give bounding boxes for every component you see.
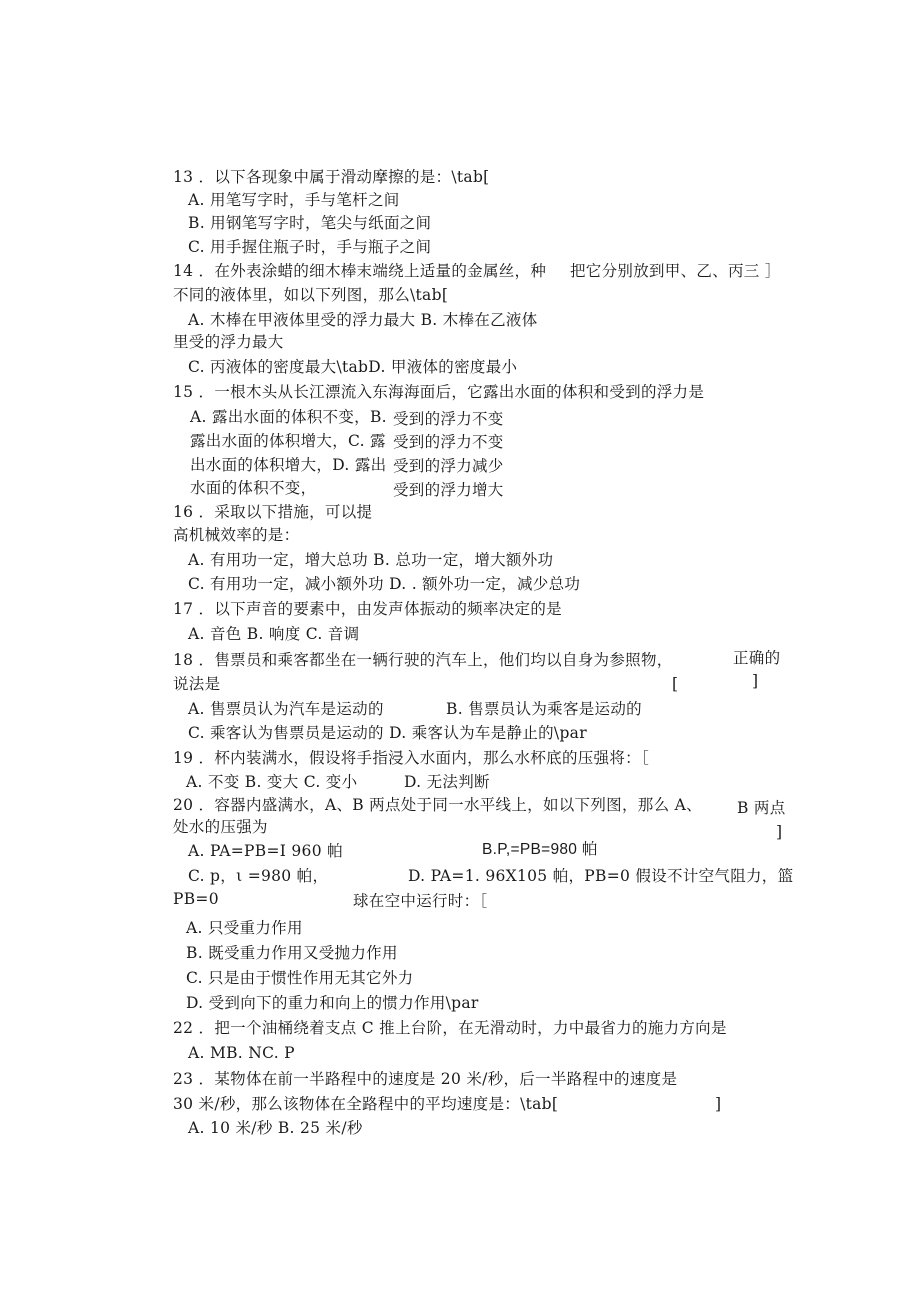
q15-left-line2: 露出水面的体积增大，C. 露 — [190, 432, 386, 450]
q18-option-a: A. 售票员认为汽车是运动的 — [188, 700, 384, 718]
q18-stem-line1-tail: 正确的 — [733, 649, 781, 667]
q16-stem-line2: 高机械效率的是： — [173, 526, 300, 544]
q20-bracket-right: ] — [776, 823, 783, 841]
q21-option-a: A. 只受重力作用 — [186, 919, 303, 937]
q18-options-cd: C. 乘客认为售票员是运动的 D. 乘客认为车是静止的\par — [188, 724, 587, 742]
q21-stem: 球在空中运行时：［ — [353, 892, 488, 910]
q15-stem: 15 ．一根木头从长江漂流入东海海面后，它露出水面的体积和受到的浮力是 — [173, 383, 705, 401]
q23-options: A. 10 米/秒 B. 25 米/秒 — [188, 1119, 363, 1137]
q13-stem: 13 ．以下各现象中属于滑动摩擦的是：\tab[ — [173, 168, 490, 186]
q15-right-line1: 受到的浮力不变 — [393, 410, 504, 428]
q21-option-b: B. 既受重力作用又受抛力作用 — [186, 944, 398, 962]
q18-stem-line2: 说法是 — [173, 675, 221, 693]
q18-bracket-left: [ — [672, 675, 679, 693]
q20-option-d: D. PA=1. 96X105 帕，PB=0 假设不计空气阻力，篮 — [408, 867, 794, 885]
q19-stem: 19 ．杯内装满水，假设将手指浸入水面内，那么水杯底的压强将：［ — [173, 749, 650, 767]
q18-bracket-right: ] — [752, 672, 759, 690]
q20-stem-line1-tail: B 两点 — [737, 799, 786, 817]
q16-options-cd: C. 有用功一定，减小额外功 D. . 额外功一定，减少总功 — [188, 575, 581, 593]
q22-options: A. MB. NC. P — [188, 1044, 295, 1062]
q15-left-line4: 水面的体积不变， — [190, 479, 317, 497]
q15-right-line2: 受到的浮力不变 — [393, 433, 504, 451]
q13-option-a: A. 用笔写字时，手与笔杆之间 — [188, 191, 400, 209]
q22-stem: 22 ．把一个油桶绕着支点 C 推上台阶，在无滑动时，力中最省力的施力方向是 — [173, 1019, 727, 1037]
q16-options-ab: A. 有用功一定，增大总功 B. 总功一定，增大额外功 — [188, 551, 554, 569]
q17-options: A. 音色 B. 响度 C. 音调 — [188, 625, 360, 643]
q14-stem-line2: 不同的液体里，如以下列图，那么\tab[ — [173, 286, 449, 304]
q15-right-line3: 受到的浮力减少 — [393, 457, 504, 475]
q17-stem: 17 ．以下声音的要素中，由发声体振动的频率决定的是 — [173, 600, 562, 618]
q20-option-a: A. PA=PB=I 960 帕 — [188, 842, 343, 860]
q19-options-abc: A. 不变 B. 变大 C. 变小 — [186, 773, 358, 791]
q15-left-line3: 出水面的体积增大，D. 露出 — [190, 456, 387, 474]
q23-stem-line1: 23 ．某物体在前一半路程中的速度是 20 米/秒，后一半路程中的速度是 — [173, 1070, 678, 1088]
q21-option-d: D. 受到向下的重力和向上的惯力作用\par — [186, 994, 479, 1012]
q14-stem-part2: 把它分别放到甲、乙、丙三 ］ — [570, 262, 781, 280]
q14-options-ab-cont: 里受的浮力最大 — [173, 333, 284, 351]
q15-right-line4: 受到的浮力增大 — [393, 481, 504, 499]
q14-stem-part1: 14 ．在外表涂蜡的细木棒末端绕上适量的金属丝，种 — [173, 262, 547, 280]
q23-bracket-right: ] — [715, 1095, 722, 1113]
q21-option-c: C. 只是由于惯性作用无其它外力 — [186, 969, 414, 987]
q20-option-b: B.P,=PB=980 帕 — [482, 841, 598, 858]
q14-options-cd: C. 丙液体的密度最大\tabD. 甲液体的密度最小 — [188, 358, 518, 376]
q23-stem-line2: 30 米/秒，那么该物体在全路程中的平均速度是：\tab[ — [173, 1095, 559, 1113]
q20-option-c-cont: PB=0 — [173, 890, 219, 908]
q13-option-c: C. 用手握住瓶子时，手与瓶子之间 — [188, 238, 432, 256]
q15-left-line1: A. 露出水面的体积不变，B. — [190, 408, 387, 426]
q20-option-c: C. p，ι =980 帕， — [188, 867, 329, 885]
q19-option-d: D. 无法判断 — [404, 773, 490, 791]
q13-option-b: B. 用钢笔写字时，笔尖与纸面之间 — [188, 214, 432, 232]
q16-stem-line1: 16 ．采取以下措施，可以提 — [173, 503, 373, 521]
q20-stem-line2: 处水的压强为 — [173, 818, 268, 836]
q18-stem-line1: 18 ．售票员和乘客都坐在一辆行驶的汽车上，他们均以自身为参照物， — [173, 651, 673, 669]
q20-stem-line1: 20 ．容器内盛满水，A、B 两点处于同一水平线上，如以下列图，那么 A、 — [173, 796, 702, 814]
q14-options-ab: A. 木棒在甲液体里受的浮力最大 B. 木棒在乙液体 — [188, 311, 538, 329]
q18-option-b: B. 售票员认为乘客是运动的 — [446, 700, 642, 718]
